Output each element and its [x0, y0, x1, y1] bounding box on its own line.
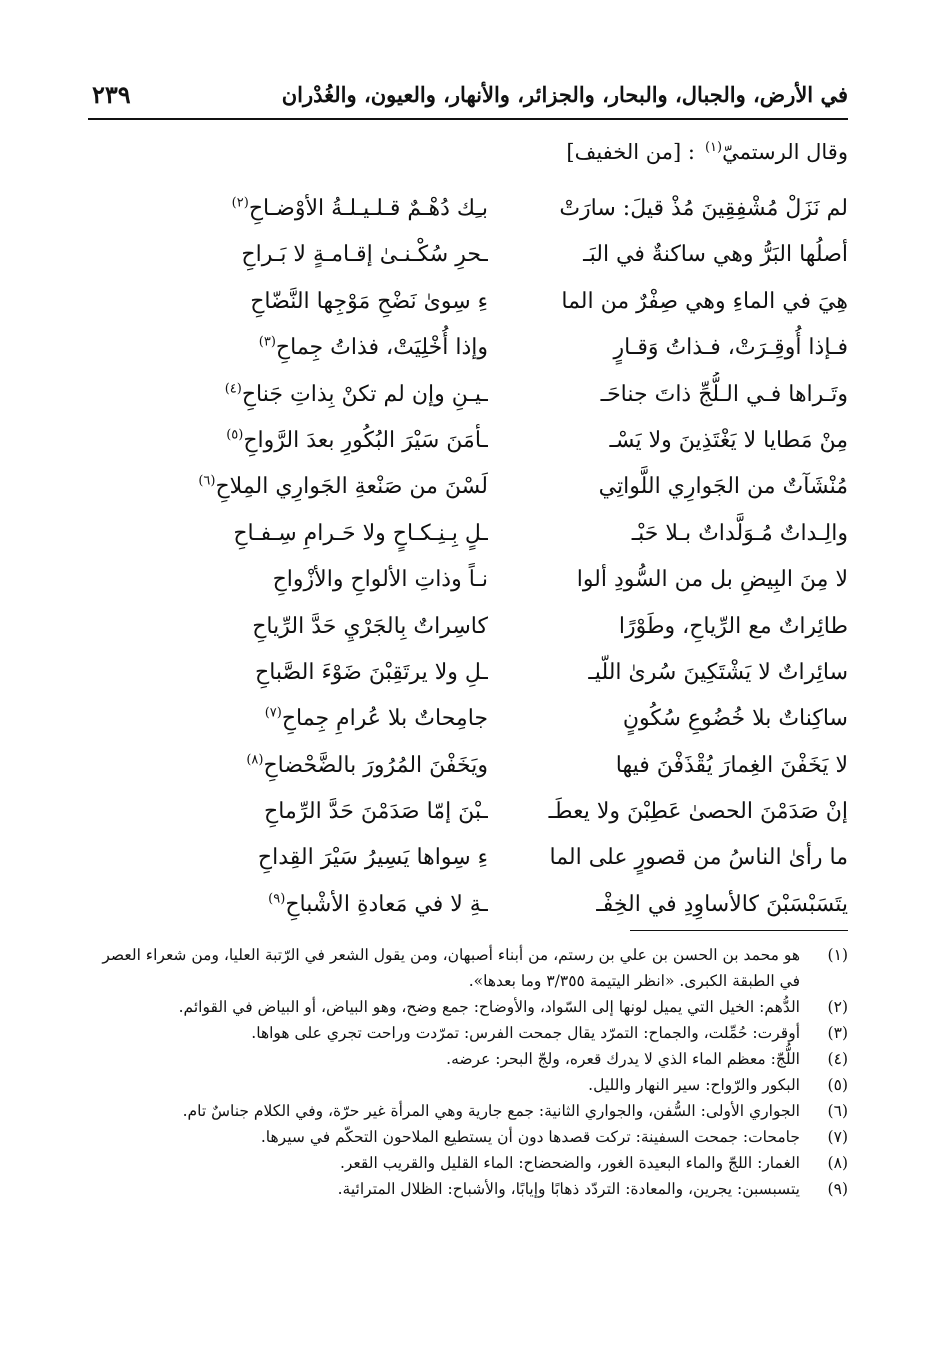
- verse-second-hemistich: [158, 696, 488, 742]
- verse-first-hemistich: لا يَخَفْنَ الغِمارَ يُقْذَفْنَ فيها: [615, 752, 848, 778]
- verse-first-hemistich: مُنْشَآتٌ من الجَوارِي اللَّواتِي: [598, 474, 848, 500]
- footnote-rule: [630, 930, 848, 931]
- verse-second-hemistich: [158, 604, 488, 650]
- footnote: [90, 1072, 848, 1098]
- footnote-marker: (١): [704, 140, 723, 155]
- footnote-marker: (٥): [226, 427, 244, 443]
- hemistich-text: ـةِ لا في مَعادةِ الأشْباحِ: [285, 891, 488, 917]
- verse-line: [88, 511, 848, 557]
- verse-second-hemistich: [158, 232, 488, 278]
- header-rule: [88, 118, 848, 120]
- footnote-number: (٢): [827, 998, 848, 1016]
- footnote: [90, 1176, 848, 1202]
- verse-line: [88, 882, 848, 928]
- footnote-text: الدُّهم: الخيل التي يميل لونها إلى السّواد، والأوضاح: جمع وضح، وهو البياض، أو البياض في القوائم.: [178, 998, 800, 1016]
- footnote-marker: (٤): [224, 381, 242, 397]
- footnote-text: أوقرت: حُمِّلت، والجماح: التمرّد يقال جمحت الفرس: تمرّدت وراحت تجري على هواها.: [251, 1024, 800, 1042]
- footnote-marker: (٧): [264, 705, 282, 721]
- poem: [88, 186, 848, 928]
- verse-line: [88, 604, 848, 650]
- verse-first-hemistich: سائِراتٌ لا يَشْتَكِينَ سُرىٰ اللّيـ: [588, 659, 848, 685]
- running-title: في الأرض، والجبال، والبحار، والجزائر، والأنهار، والعيون، والغُدْران: [281, 82, 848, 107]
- footnote-marker: (٨): [246, 752, 264, 768]
- footnotes: [90, 942, 848, 1202]
- verse-second-hemistich: [158, 279, 488, 325]
- hemistich-text: ـبْنَ إمّا صَدَمْنَ حَدَّ الرِّماحِ: [264, 799, 488, 825]
- hemistich-text: ـحرِ سُكْـنـىٰ إقـامـةٍ لا بَـراحِ: [241, 242, 488, 268]
- verse-second-hemistich: [158, 418, 488, 464]
- hemistich-text: ـأمَنَ سَيْرَ البُكُورِ بعدَ الرَّواحِ: [243, 427, 488, 453]
- verse-line: [88, 696, 848, 742]
- footnote: [90, 1150, 848, 1176]
- verse-second-hemistich: [158, 464, 488, 510]
- footnote-marker: (٩): [268, 891, 286, 907]
- verse-line: [88, 743, 848, 789]
- verse-line: [88, 789, 848, 835]
- footnote: [90, 994, 848, 1020]
- verse-first-hemistich: مِنْ مَطايا لا يَغْتَذِينَ ولا يَسْـ: [609, 427, 848, 453]
- verse-second-hemistich: [158, 557, 488, 603]
- footnote-number: (٥): [827, 1076, 848, 1094]
- verse-line: [88, 464, 848, 510]
- hemistich-text: كاسِراتٌ بِالجَرْيِ حَدَّ الرِّياحِ: [252, 613, 488, 639]
- verse-second-hemistich: [158, 882, 488, 928]
- verse-line: [88, 557, 848, 603]
- footnote: [90, 1046, 848, 1072]
- footnote-number: (٦): [827, 1102, 848, 1120]
- hemistich-text: ـيـنِ وإن لم تكنْ بِذاتِ جَناحِ: [241, 381, 488, 407]
- footnote-marker: (٦): [198, 474, 216, 490]
- hemistich-text: ويَخَفْنَ المُرُورَ بالضَّحْضاحِ: [263, 752, 488, 778]
- footnote: [90, 1098, 848, 1124]
- verse-second-hemistich: [158, 650, 488, 696]
- verse-first-hemistich: ساكِناتٌ بلا خُضُوعِ سُكُونٍ: [622, 706, 848, 732]
- verse-first-hemistich: فـإذا أُوقِـرَتْ، فـذاتُ وَقـارٍ: [613, 335, 848, 361]
- verse-second-hemistich: [158, 789, 488, 835]
- verse-second-hemistich: [158, 511, 488, 557]
- hemistich-text: ءِ سِوىٰ نَضْحِ مَوْجِها النَّضّاحِ: [250, 288, 488, 314]
- footnote: [90, 1124, 848, 1150]
- verse-line: [88, 418, 848, 464]
- verse-line: [88, 279, 848, 325]
- verse-second-hemistich: [158, 372, 488, 418]
- footnote-number: (٣): [827, 1024, 848, 1042]
- verse-second-hemistich: [158, 325, 488, 371]
- verse-second-hemistich: [158, 743, 488, 789]
- footnote-text: هو محمد بن الحسن بن علي بن رستم، من أبناء أصبهان، ومن يقول الشعر في الرّتبة العليا، ومن شعراء العصر في الطبقة الكبرى. «انظر اليتيمة ٣/٣٥٥ وما بعدها».: [102, 946, 800, 990]
- verse-first-hemistich: وتَـراها فـي الـلُّجِّ ذاتَ جناحَـ: [600, 381, 848, 407]
- hemistich-text: بـِك دُهْـمٌ قـلـيـلـةُ الأوْضـاحِ: [248, 196, 488, 221]
- verse-first-hemistich: لا مِنَ البِيضِ بل من السُّودِ ألوا: [576, 567, 848, 593]
- page-number: ٢٣٩: [92, 80, 131, 109]
- verse-first-hemistich: إنْ صَدَمْنَ الحصىٰ عَطِبْنَ ولا يعطَـ: [548, 799, 848, 825]
- footnote-text: الجواري الأولى: السُّفن، والجواري الثانية: جمع جارية وهي المرأة غير حرّة، وفي الكلام جناسٌ تام.: [182, 1102, 800, 1120]
- poem-intro: [566, 140, 848, 164]
- verse-first-hemistich: والِـداتٌ مُـوَلَّداتٌ بـلا حَبْـ: [631, 520, 848, 546]
- hemistich-text: ءِ سِواها يَسِيرُ سَيْرَ القِداحِ: [257, 845, 488, 871]
- hemistich-text: ـلٍ بِـنِـكـاحٍ ولا حَـرامِ سِـفـاحِ: [233, 520, 488, 546]
- footnote-marker: (٣): [258, 334, 276, 350]
- footnote-text: البكور والرّواح: سير النهار والليل.: [588, 1076, 800, 1094]
- verse-second-hemistich: [158, 186, 488, 232]
- footnote: [90, 1020, 848, 1046]
- verse-first-hemistich: لم نَزَلْ مُشْفِقِينَ مُذْ قيلَ: سارَتْ: [559, 196, 848, 221]
- verse-first-hemistich: طائِراتٌ مع الرِّياحِ، وطَوْرًا: [618, 613, 848, 639]
- verse-first-hemistich: ما رأىٰ الناسُ من قصورٍ على الما: [549, 845, 848, 871]
- verse-first-hemistich: أصلُها البَرُّ وهي ساكنةٌ في البَـ: [583, 242, 848, 268]
- footnote-text: جامحات: جمحت السفينة: تركت قصدها دون أن يستطيع الملاحون التحكّم في سيرها.: [260, 1128, 800, 1146]
- verse-line: [88, 186, 848, 232]
- footnote-number: (٧): [827, 1128, 848, 1146]
- verse-second-hemistich: [158, 835, 488, 881]
- hemistich-text: نـاً وذاتِ الألواحِ والأزْواحِ: [272, 567, 488, 593]
- footnote-text: الغمار: اللجّ والماء البعيدة الغور، والضحضاح: الماء القليل والقريب القعر.: [339, 1154, 800, 1172]
- poem-meter: : [من الخفيف]: [566, 140, 695, 164]
- footnote-text: يتسبسبن: يجرين، والمعادة: التردّد ذهابًا وإيابًا، والأشباح: الظلال المترائية.: [337, 1180, 800, 1198]
- verse-line: [88, 325, 848, 371]
- verse-line: [88, 372, 848, 418]
- hemistich-text: وإذا أُخْلِيَتْ، فذاتُ جِماحِ: [275, 335, 488, 361]
- footnote-number: (١): [827, 946, 848, 964]
- verse-line: [88, 232, 848, 278]
- verse-line: [88, 650, 848, 696]
- hemistich-text: لَسْنَ من صَنْعةِ الجَوارِي المِلاحِ: [215, 474, 488, 500]
- footnote: [90, 942, 848, 994]
- hemistich-text: جامِحاتٌ بلا عُرامِ جِماحِ: [281, 706, 488, 732]
- footnote-text: اللُّجّ: معظم الماء الذي لا يدرك قعره، ولجّ البحر: عرضه.: [446, 1050, 800, 1068]
- verse-line: [88, 835, 848, 881]
- verse-first-hemistich: يتَسَبْسَبْنَ كالأساوِدِ في الخِفْـ: [596, 891, 848, 917]
- footnote-number: (٨): [827, 1154, 848, 1172]
- poet-attribution: وقال الرستميّ: [722, 140, 848, 164]
- footnote-marker: (٢): [231, 195, 249, 211]
- hemistich-text: ـلِ ولا يرتَقِبْنَ ضَوْءَ الصَّباحِ: [255, 659, 488, 685]
- footnote-number: (٤): [827, 1050, 848, 1068]
- footnote-number: (٩): [827, 1180, 848, 1198]
- verse-first-hemistich: هِيَ في الماءِ وهي صِفْرٌ من الما: [561, 288, 848, 314]
